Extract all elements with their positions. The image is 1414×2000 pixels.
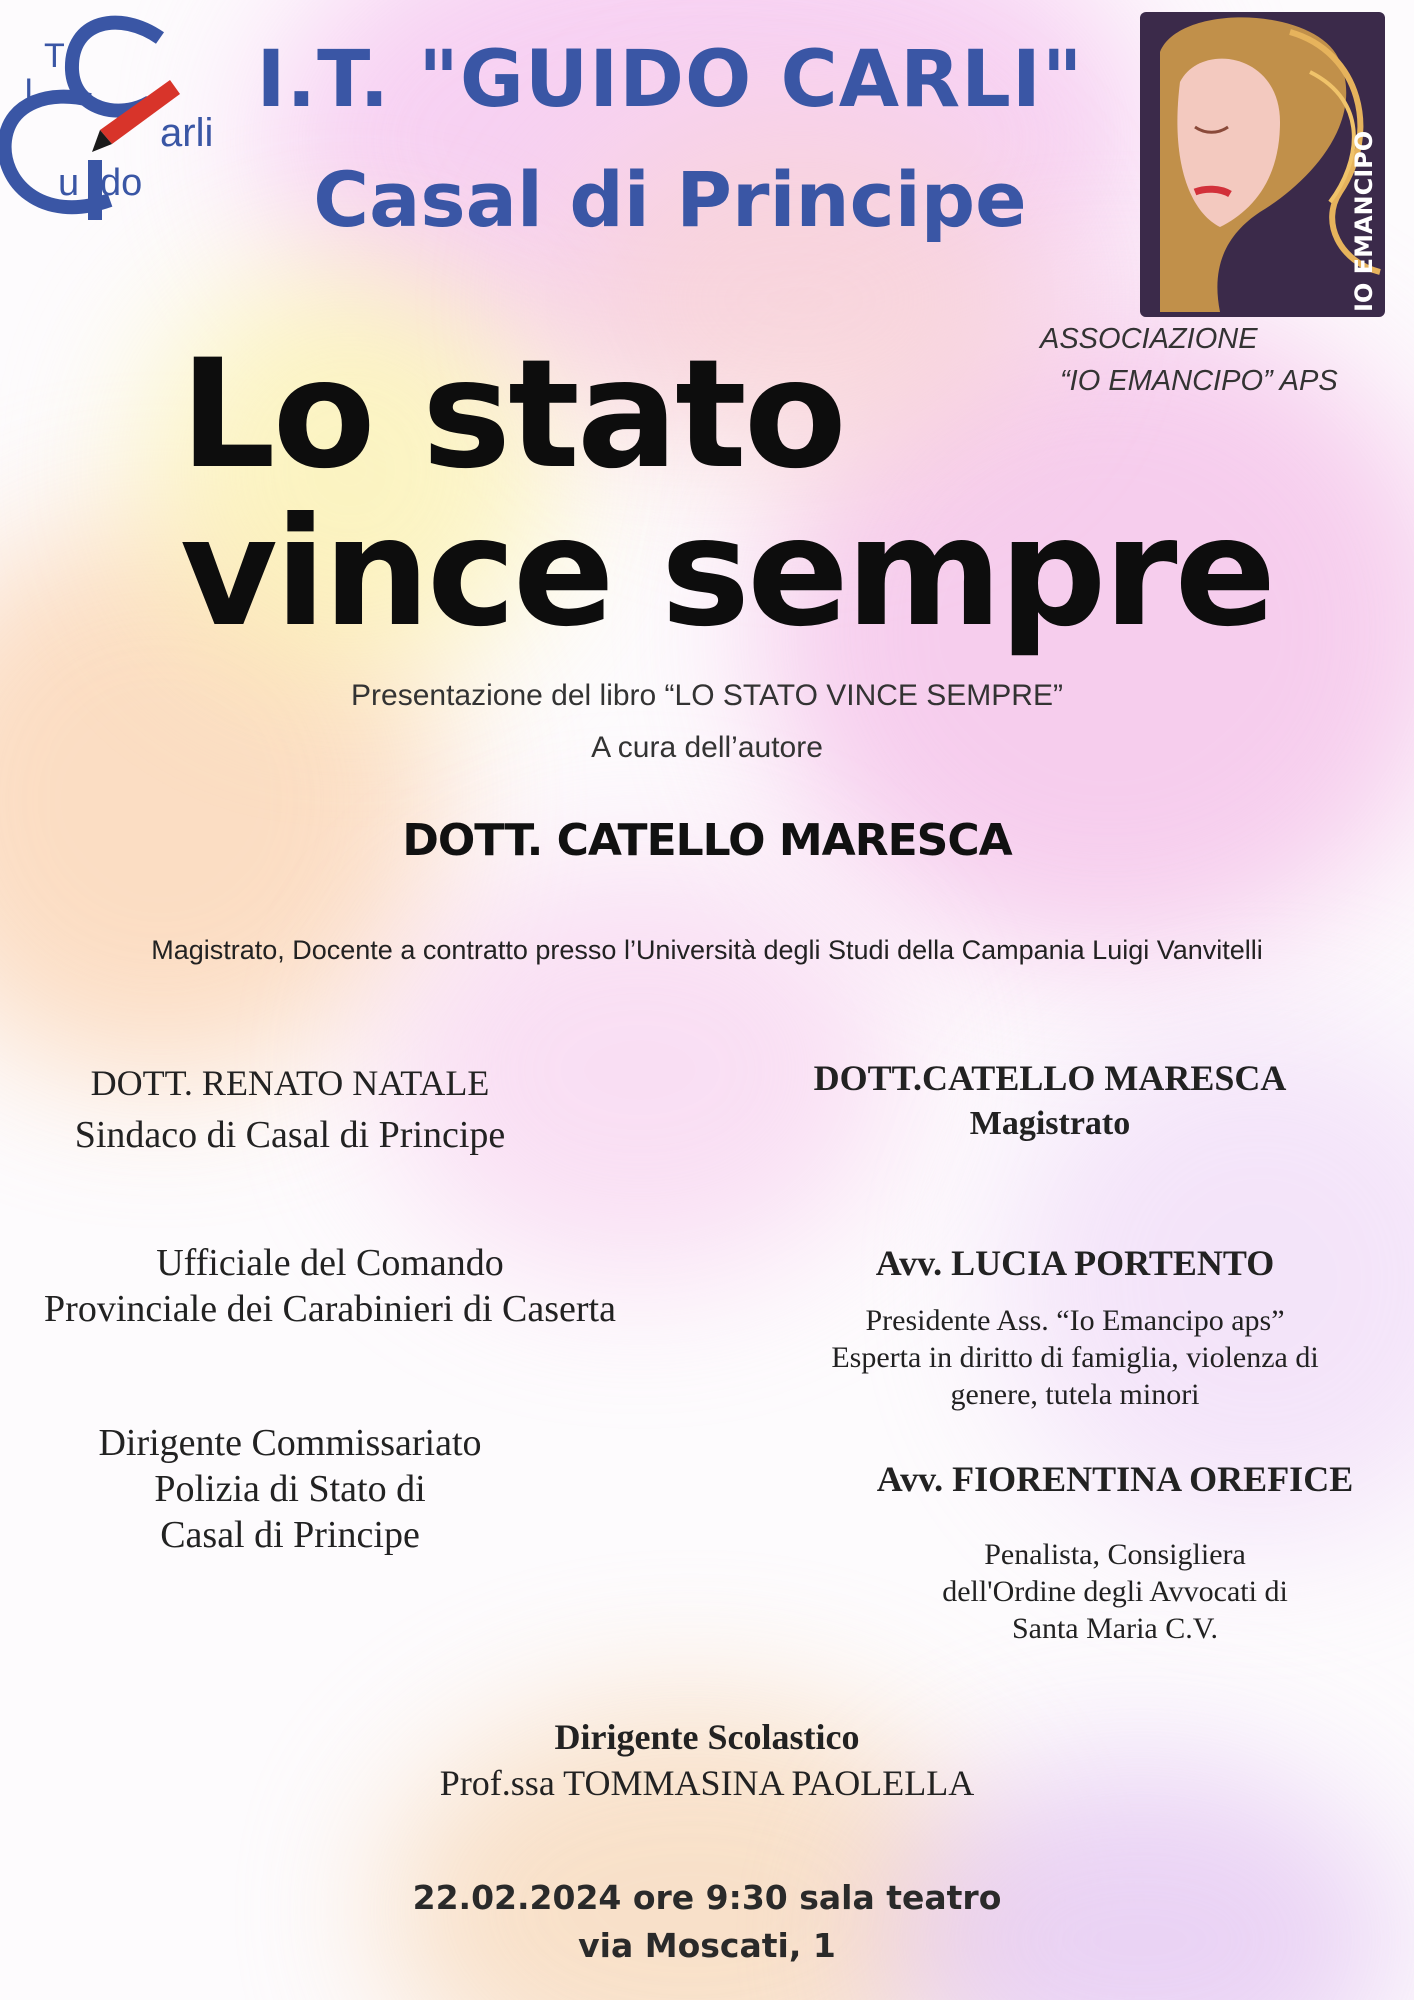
presentation-line-2: A cura dell’autore	[591, 731, 823, 764]
dirigente-title: Dirigente Scolastico	[554, 1717, 860, 1757]
presentation-line-1: Presentazione del libro “LO STATO VINCE SEMPRE”	[351, 679, 1063, 712]
speaker-name: DOTT. RENATO NATALE	[90, 1063, 490, 1103]
speaker-name: Avv. LUCIA PORTENTO	[875, 1243, 1275, 1283]
speaker-line-1: Ufficiale del Comando	[156, 1242, 504, 1284]
event-datetime: 22.02.2024 ore 9:30 sala teatro	[412, 1878, 1002, 1917]
association-line-2: “IO EMANCIPO” APS	[1060, 365, 1338, 397]
speaker-name: Avv. FIORENTINA OREFICE	[876, 1459, 1354, 1499]
main-speaker-role: Magistrato, Docente a contratto presso l’Università degli Studi della Campania Luigi Vanvitelli	[151, 935, 1263, 965]
logo-u: u	[58, 162, 80, 204]
speaker-fiorentina-orefice-description	[820, 1536, 1410, 1647]
speaker-line-3: Casal di Principe	[160, 1514, 420, 1556]
event-title-line-2: vince sempre	[180, 486, 1274, 660]
speaker-lucia-portento-description	[760, 1302, 1390, 1413]
association-name	[1040, 318, 1400, 402]
speaker-dirigente-polizia	[0, 1420, 580, 1558]
speaker-name: DOTT.CATELLO MARESCA	[813, 1058, 1287, 1098]
dirigente-name: Prof.ssa TOMMASINA PAOLELLA	[439, 1763, 975, 1803]
speaker-fiorentina-orefice	[820, 1456, 1410, 1502]
speaker-line-2: Esperta in diritto di famiglia, violenza di	[831, 1341, 1319, 1374]
speaker-line-1: Dirigente Commissariato	[98, 1422, 482, 1464]
association-logo-text: IO EMANCIPO	[1350, 130, 1378, 312]
school-city: Casal di Principe	[313, 155, 1027, 244]
speaker-line-3: Santa Maria C.V.	[1011, 1612, 1219, 1645]
logo-letter-i: I	[24, 72, 34, 110]
speaker-line-1: Presidente Ass. “Io Emancipo aps”	[865, 1304, 1285, 1337]
speaker-renato-natale	[30, 1060, 550, 1158]
speaker-line-2: Provinciale dei Carabinieri di Caserta	[44, 1288, 616, 1330]
logo-letter-t: T	[44, 37, 65, 75]
event-address: via Moscati, 1	[578, 1926, 836, 1965]
speaker-role: Sindaco di Casal di Principe	[74, 1114, 506, 1156]
logo-arli: arli	[160, 111, 214, 155]
association-logo	[1140, 12, 1385, 317]
school-name: I.T. "GUIDO CARLI"	[256, 35, 1084, 125]
speaker-line-2: dell'Ordine degli Avvocati di	[942, 1575, 1288, 1608]
speaker-ufficiale-carabinieri	[0, 1240, 660, 1332]
speaker-line-2: Polizia di Stato di	[154, 1468, 426, 1510]
speaker-role: Magistrato	[969, 1105, 1131, 1142]
speaker-catello-maresca	[760, 1055, 1340, 1147]
dirigente-scolastico	[0, 1714, 1414, 1806]
speaker-line-3: genere, tutela minori	[950, 1378, 1200, 1411]
logo-do: do	[100, 162, 143, 204]
association-line-1: ASSOCIAZIONE	[1040, 323, 1258, 355]
main-speaker-name: DOTT. CATELLO MARESCA	[402, 815, 1012, 866]
school-logo	[0, 10, 235, 230]
speaker-lucia-portento	[760, 1240, 1390, 1286]
speaker-line-1: Penalista, Consigliera	[984, 1538, 1246, 1571]
event-title-line-1: Lo stato	[180, 328, 844, 502]
